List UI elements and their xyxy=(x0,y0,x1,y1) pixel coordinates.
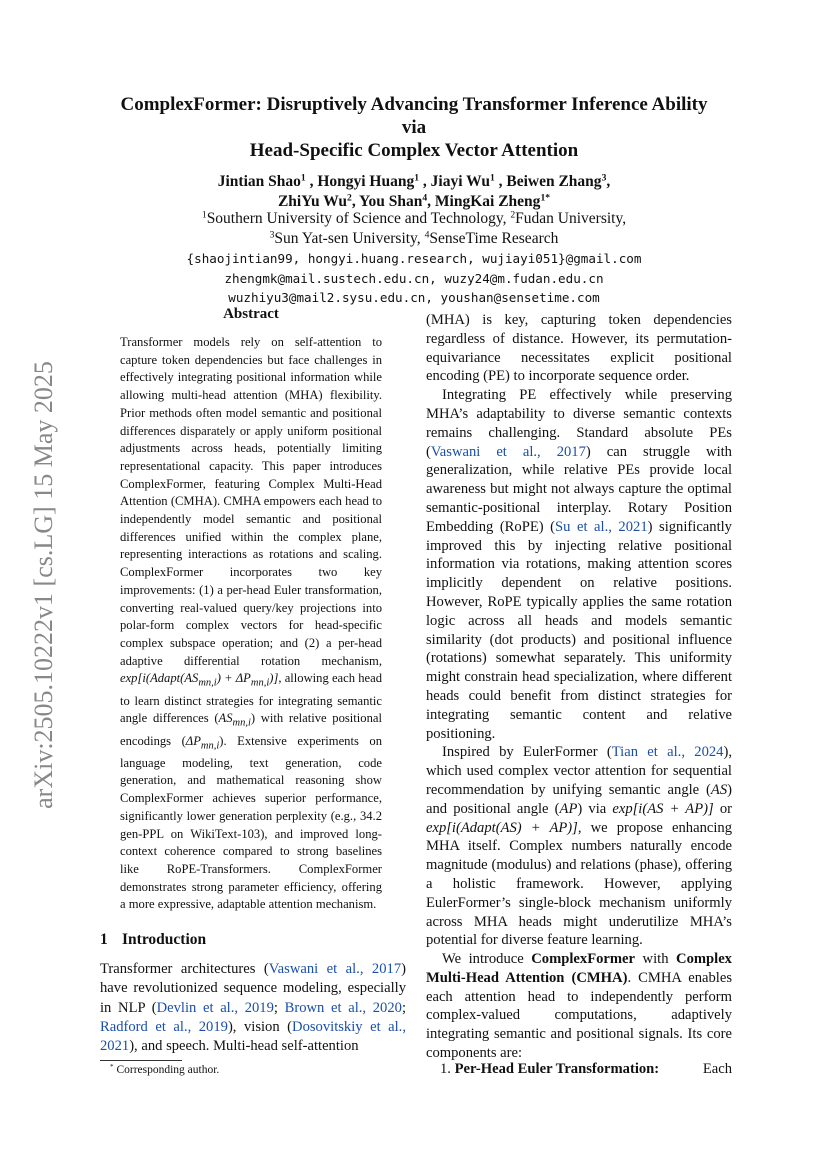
email-line-1[interactable]: {shaojintian99, hongyi.huang.research, wujiayi051}@gmail.com xyxy=(186,251,642,266)
citation-link[interactable]: Vaswani et al., 2017 xyxy=(268,961,402,977)
footnote-rule xyxy=(100,1060,182,1061)
author-5: ZhiYu Wu xyxy=(277,193,348,210)
author-7: MingKai Zheng xyxy=(434,193,541,210)
footnote: * Corresponding author. xyxy=(110,1063,220,1076)
title-line-2: via xyxy=(401,117,427,138)
citation-link[interactable]: Su et al., 2021 xyxy=(555,518,648,535)
author-3: Jiayi Wu xyxy=(430,173,490,190)
email-line-2[interactable]: zhengmk@mail.sustech.edu.cn, wuzy24@m.fudan.edu.cn xyxy=(224,270,604,286)
title-line-3: Head-Specific Complex Vector Attention xyxy=(249,140,579,161)
abstract-heading: Abstract xyxy=(223,306,279,322)
affiliation-4: SenseTime Research xyxy=(429,229,559,247)
citation-link[interactable]: Dosovitskiy et al., 2021 xyxy=(100,1018,406,1055)
author-list: Jintian Shao$^1$ , Hongyi Huang$^1$ , Jiayi Wu$^1$ , Beiwen Zhang$^3$, ZhiYu Wu$^2$, You Shan$^4$, MingKai Zheng$^{1*}$ xyxy=(217,172,611,210)
citation-link[interactable]: Devlin et al., 2019 xyxy=(156,999,274,1016)
affiliation-3: Sun Yat-sen University, xyxy=(274,229,421,247)
author-1: Jintian Shao xyxy=(217,173,301,190)
paper-title xyxy=(0,93,828,162)
email-line-3[interactable]: wuzhiyu3@mail2.sysu.edu.cn, youshan@sensetime.com xyxy=(228,290,600,305)
author-2: Hongyi Huang xyxy=(317,173,415,190)
title-line-1: ComplexFormer: Disruptively Advancing Transformer Inference Ability xyxy=(120,94,708,115)
paragraph: (MHA) is key, capturing token dependencies regardless of distance. However, its permutation-equivariance necessitates explicit positional encoding (PE) to incorporate sequence order. xyxy=(426,312,732,385)
citation-link[interactable]: Tian et al., 2024 xyxy=(611,744,724,761)
arxiv-stamp: arXiv:2505.10222v1 [cs.LG] 15 May 2025 xyxy=(29,361,58,809)
affiliation-2: Fudan University, xyxy=(515,210,627,227)
author-4: Beiwen Zhang xyxy=(506,173,602,190)
emails xyxy=(0,249,828,308)
right-column xyxy=(426,311,732,1063)
affiliations: $^1$Southern University of Science and Technology, $^2$Fudan University, $^3$Sun Yat-sen University, $^4$SenseTime Research xyxy=(201,209,627,247)
affiliation-1: Southern University of Science and Technology, xyxy=(206,210,507,227)
introduction-paragraph: Transformer architectures (Vaswani et al., 2017) have revolutionized sequence modeling, especially in NLP (Devlin et al., 2019; Brown et al., 2020; Radford et al., 2019), vision (Dosovitskiy et al., 2021), and speech. Multi-head self-attention xyxy=(100,961,406,1055)
citation-link[interactable]: Vaswani et al., 2017 xyxy=(430,443,586,460)
paragraph: Inspired by EulerFormer (Tian et al., 2024), which used complex vector attention for sequential recommendation by unifying semantic angle (AS) and positional angle (AP) via exp[i(AS + AP)] or exp[i(Adapt(AS) + AP)], we propose enhancing MHA itself. Complex numbers naturally encode magnitude (modulus) and relations (phase), offering a holistic framework. However, applying EulerFormer’s single-block mechanism uniformly across MHA heads might underutilize MHA’s potential for diverse feature learning. xyxy=(426,744,732,949)
paragraph: Integrating PE effectively while preserving MHA’s adaptability to diverse semantic contexts remains challenging. Standard absolute PEs (Vaswani et al., 2017) can struggle with generalization, while relative PEs provide local awareness but might not always capture the optimal semantic-positional interplay. Rotary Position Embedding (RoPE) (Su et al., 2021) significantly improved this by injecting relative positional information via rotations, making attention scores implicitly dependent on relative positions. However, RoPE typically applies the same rotation logic across all heads and models semantic similarity (dot products) and positional influence (rotations) somewhat separately. This uniformity might constrain head specialization, where different heads could benefit from distinct strategies for integrating semantic content and relative positioning. xyxy=(426,387,732,742)
section-heading-introduction: 1 Introduction xyxy=(100,931,207,948)
list-item: 1. Per-Head Euler Transformation: Each xyxy=(440,1061,732,1077)
abstract-body: Transformer models rely on self-attention to capture token dependencies but face challenges in effectively integrating positional information while allowing multi-head attention (MHA) flexibility. Prior methods often model semantic and positional differences disparately or apply uniform positional adjustments across heads, potentially limiting representational capacity. This paper introduces ComplexFormer, featuring Complex Multi-Head Attention (CMHA). CMHA empowers each head to independently model semantic and positional differences unified within the complex plane, representing interactions as rotations and scaling. ComplexFormer incorporates two key improvements: (1) a per-head Euler transformation, converting real-valued query/key projections into polar-form complex vectors for head-specific complex subspace operation; and (2) a per-head adaptive differential rotation mechanism, $\exp[i(Adapt(AS_{mn,i}) + \Delta P_{mn,i})]$, allowing each head to learn distinct strategies for integrating semantic angle differences $(AS_{mn,i})$ with relative positional encodings $(\Delta P_{mn,i})$. Extensive experiments on language modeling, text generation, code generation, and mathematical reasoning show ComplexFormer achieves superior performance, significantly lower generation perplexity (e.g., 34.2 gen-PPL on WikiText-103), and improved long-context coherence compared to strong baselines like RoPE-Transformers. ComplexFormer demonstrates strong parameter efficiency, offering a more expressive, adaptable attention mechanism. xyxy=(120,335,383,912)
citation-link[interactable]: Brown et al., 2020 xyxy=(284,999,402,1016)
author-6: You Shan xyxy=(359,193,423,210)
citation-link[interactable]: Radford et al., 2019 xyxy=(100,1018,228,1035)
paragraph: We introduce ComplexFormer with Complex Multi-Head Attention (CMHA). CMHA enables each attention head to independently perform complex-valued computations, adaptively integrating semantic and positional signals. Its core components are: xyxy=(426,951,732,1062)
